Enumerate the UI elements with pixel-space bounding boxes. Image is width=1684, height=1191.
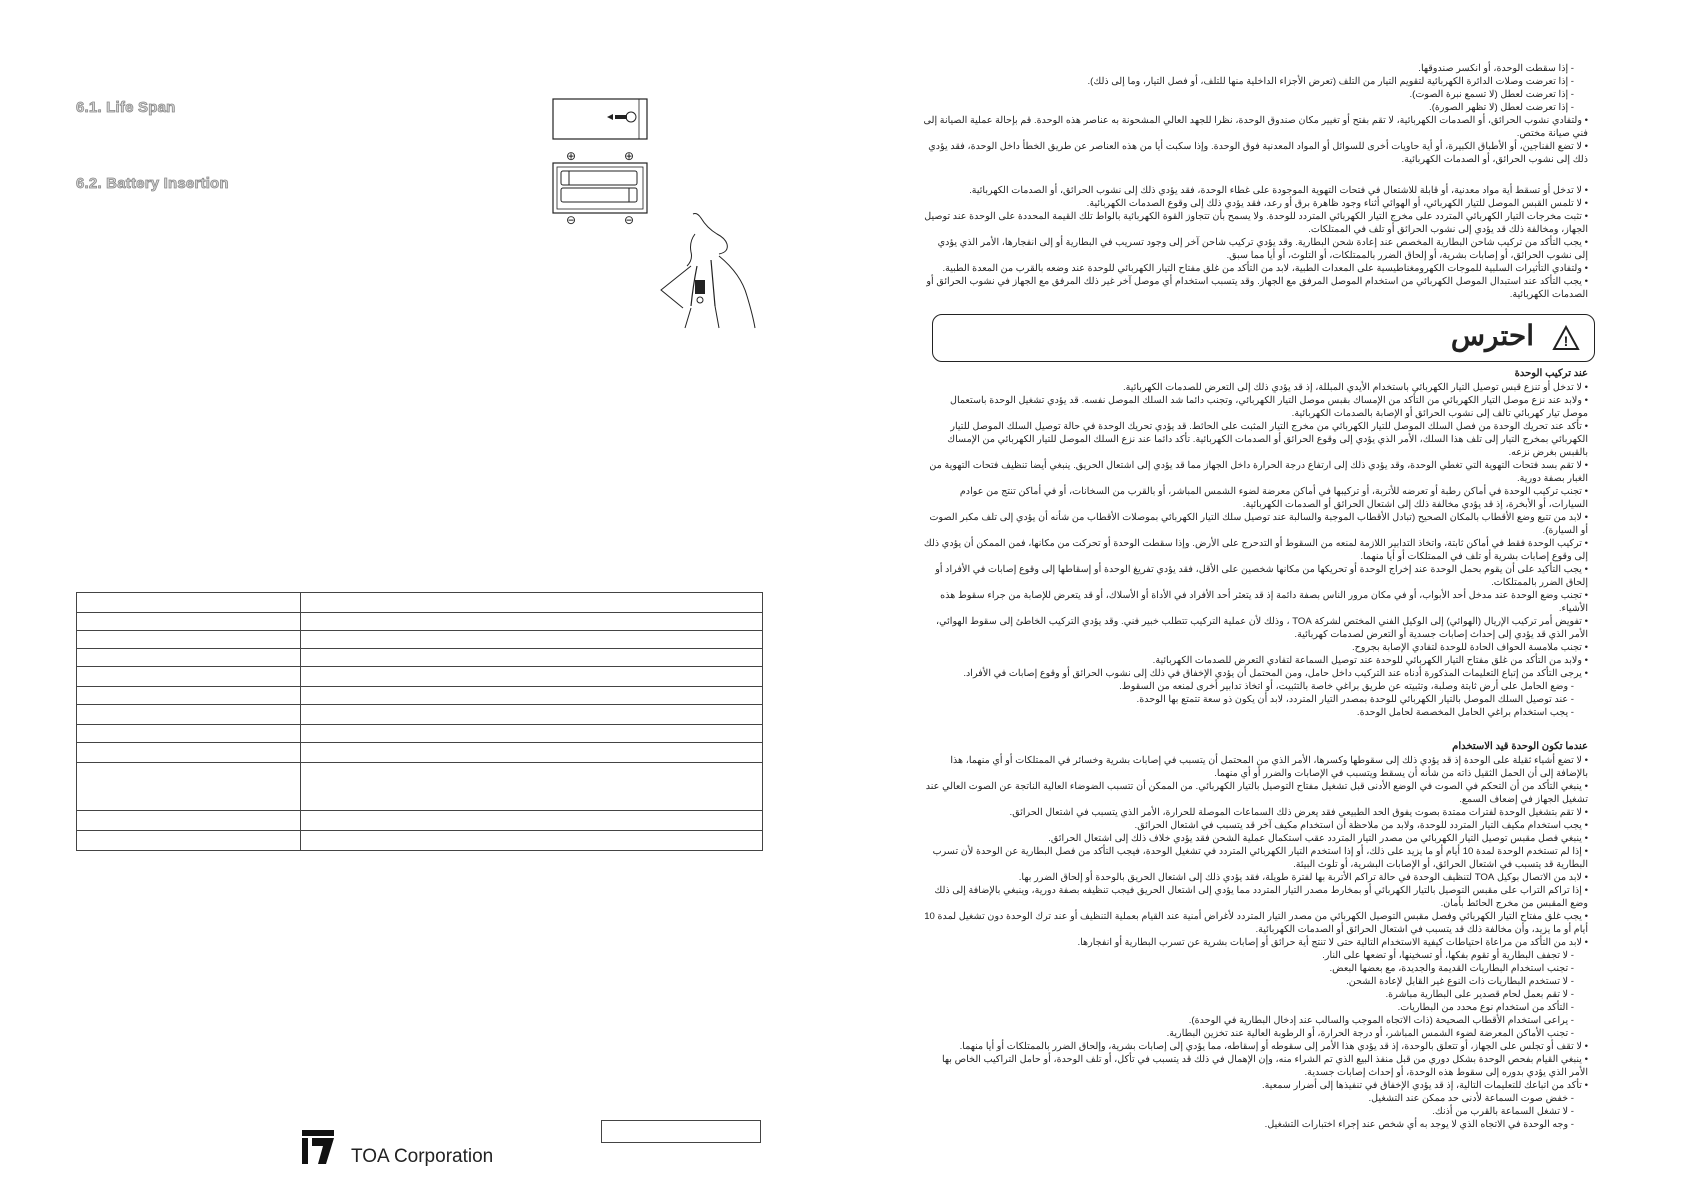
- list-item: - يجب استخدام براغي الحامل المخصصة لحامل الوحدة.: [1356, 707, 1574, 718]
- list-item: • يجب التأكيد على أن يقوم بحمل الوحدة عند إخراج الوحدة أو تحريكها من مكانها شخصين على الأقل، فقد يؤدي تفريغ الوحدة أو إسقاطها إلى وقوع إصابات في الأفراد أو إلحاق الضرر بالممتلكات.: [935, 564, 1588, 588]
- table-row: [77, 667, 763, 687]
- list-item: • تأكد عند تحريك الوحدة من فصل السلك الموصل للتيار الكهربائي من مخرج التيار المثبت على الحائط. قد يؤدي تحريك الوحدة في حالة توصيل السلك الموصل للتيار الكهربائي بمخرج التيار إلى تلف هذا السلك، الأمر الذي يؤدي إلى وقوع الحرائق أو الصدمات الكهربائية. تأكد دائما عند نزع السلك الموصل للتيار الكهربائي من الإمساك بالقبس بغرض نزعه.: [947, 421, 1588, 458]
- svg-text:⊖: ⊖: [624, 213, 635, 225]
- list-item: - إذا تعرضت لعطل (لا تسمع نبرة الصوت).: [1409, 89, 1574, 100]
- list-item: • تجنب تركيب الوحدة في أماكن رطبة أو تعرضه للأتربة، أو تركيبها في أماكن معرضة لضوء الشمس المباشر، أو بالقرب من السخانات، أو في أماكن تنتج من عوادم السيارات، أو الأبخرة، إذ قد يؤدي مخالفة ذلك إلى اشتعال الحرائق أو الصدمات الكهربائية.: [959, 486, 1588, 510]
- life-span-heading: 6.1. Life Span: [76, 99, 176, 116]
- list-item: • لا تقم بتشغيل الوحدة لفترات ممتدة بصوت يفوق الحد الطبيعي فقد يعرض ذلك السماعات الموصلة للحرارة، الأمر الذي يتسبب في اشتعال الحرائق.: [1009, 807, 1588, 818]
- use-section-title: عندما تكون الوحدة قيد الاستخدام: [1452, 741, 1588, 752]
- list-item: - التأكد من استخدام نوع محدد من البطاريات.: [1397, 1002, 1574, 1013]
- warning-triangle-icon: [1552, 325, 1580, 351]
- spec-value-cell: [301, 831, 763, 851]
- list-item: • ينبغي التأكد من أن التحكم في الصوت في الوضع الأدنى قبل تشغيل مفتاح التوصيل بالتيار الكهربائي. من الممكن أن تتسبب الضوضاء العالية الناتجة عن الصوت العالي عند تشغيل الجهاز في إضعاف السمع.: [925, 781, 1588, 805]
- list-item: - لا تجفف البطارية أو تقوم بفكها، أو تسخينها، أو تضعها على النار.: [1322, 950, 1574, 961]
- list-item: - تجنب استخدام البطاريات القديمة والجديدة، مع بعضها البعض.: [1329, 963, 1574, 974]
- spec-key-cell: [77, 593, 301, 613]
- top-list: [923, 62, 1588, 166]
- list-item: • لابد من تتبع وضع الأقطاب بالمكان الصحيح (تبادل الأقطاب الموجبة والسالبة عند توصيل سلك التيار الكهربائي بموصلات الأقطاب من شأنه أن يؤدي إلى تلف مكبر الصوت أو السيارة).: [929, 512, 1588, 536]
- caution-banner: [932, 314, 1595, 362]
- table-row: [77, 705, 763, 725]
- spec-key-cell: [77, 743, 301, 763]
- spec-key-cell: [77, 687, 301, 705]
- list-item: - وضع الحامل على أرض ثابتة وصلبة، وتثبيته عن طريق براغي خاصة بالتثبيت، أو اتخاذ تدابير أخرى لمنعه من السقوط.: [1119, 681, 1574, 692]
- list-item: • تجنب وضع الوحدة عند مدخل أحد الأبواب، أو في مكان مرور الناس بصفة دائمة إذ قد يتعثر أحد الأفراد في الأداة أو الأسلاك، أو قد يتعرض للإصابة من جراء سقوط هذه الأشياء.: [940, 590, 1588, 614]
- company-name: TOA Corporation: [351, 1146, 494, 1167]
- list-item: - تجنب الأماكن المعرضة لضوء الشمس المباشر، أو درجة الحرارة، أو الرطوبة العالية عند تخزين البطارية.: [1166, 1028, 1574, 1039]
- list-item: - إذا تعرضت وصلات الدائرة الكهربائية لتقويم التيار من التلف (تعرض الأجزاء الداخلية منها للتلف، أو فصل التيار، وما إلى ذلك).: [1087, 76, 1574, 87]
- list-item: • لابد من التأكد من مراعاة احتياطات كيفية الاستخدام التالية حتى لا تنتج أية حرائق أو إصابات بشرية عن تسرب البطارية أو انفجارها.: [1077, 937, 1588, 948]
- table-row: [77, 687, 763, 705]
- list-item: • لا تضع أشياء ثقيلة على الوحدة إذ قد يؤدي ذلك إلى سقوطها وكسرها، الأمر الذي من المحتمل أن يتسبب في إصابات بشرية وخسائر في الممتلكات أو أي منهما، هذا بالإضافة إلى أن الحمل الثقيل ذاته من شأنه أن يسقط ويتسبب في الإصابات والضرر أو أي منهما.: [950, 755, 1588, 779]
- table-row: [77, 593, 763, 613]
- spec-value-cell: [301, 811, 763, 831]
- spec-key-cell: [77, 667, 301, 687]
- spec-value-cell: [301, 743, 763, 763]
- list-item: - إذا تعرضت لعطل (لا تظهر الصورة).: [1429, 102, 1574, 113]
- table-row: [77, 763, 763, 811]
- list-item: • تفويض أمر تركيب الإريال (الهوائي) إلى الوكيل الفني المختص لشركة TOA ، وذلك لأن عملية التركيب تتطلب خبير فني. وقد يؤدي التركيب الخاطئ إلى سقوط الهوائي، الأمر الذي قد يؤدي إلى إحداث إصابات جسدية أو التعرض لصدمات كهربائية.: [936, 616, 1588, 640]
- list-item: • لا تقم بسد فتحات التهوية التي تغطي الوحدة، وقد يؤدي ذلك إلى ارتفاع درجة الحرارة داخل الجهاز مما قد يؤدي إلى اشتعال الحريق. ينبغي أيضا تنظيف فتحات التهوية من الغبار بصفة دورية.: [929, 460, 1588, 484]
- table-row: [77, 811, 763, 831]
- specifications-table: [76, 592, 763, 851]
- list-item: • إذا لم تستخدم الوحدة لمدة 10 أيام أو ما يزيد على ذلك، أو إذا استخدم التيار الكهربائي المتردد في تشغيل الوحدة، فيجب التأكد من فصل البطارية عن الوحدة لأن تسرب البطارية قد يتسبب في اشتعال الحرائق، أو الإصابات البشرية، أو تلوث البيئة.: [932, 846, 1588, 870]
- list-item: - لا تشغل السماعة بالقرب من أذنك.: [1432, 1106, 1574, 1117]
- table-row: [77, 725, 763, 743]
- use-paragraphs: [923, 754, 1588, 1131]
- list-item: • تركيب الوحدة فقط في أماكن ثابتة، واتخاذ التدابير اللازمة لمنعه من السقوط أو التدحرج على الأرض. وإذا سقطت الوحدة أو تحركت من مكانها، فمن الممكن أن يؤدي ذلك إلى وقوع إصابات بشرية أو تلف في الممتلكات أو أيا منهما.: [923, 538, 1588, 562]
- install-section-title: عند تركيب الوحدة: [1514, 368, 1588, 379]
- list-item: - لا تستخدم البطاريات ذات النوع غير القابل لإعادة الشحن.: [1346, 976, 1574, 987]
- spec-value-cell: [301, 705, 763, 725]
- warning-paragraphs: [923, 184, 1588, 301]
- list-item: • يجب التأكد عند استبدال الموصل الكهربائي من استخدام الموصل المرفق مع الجهاز. وقد يتسبب استخدام أي موصل آخر غير ذلك المرفق مع الجهاز في نشوب الحرائق أو الصدمات الكهربائية.: [926, 276, 1588, 300]
- svg-text:!: !: [1563, 333, 1569, 349]
- spec-key-cell: [77, 705, 301, 725]
- list-item: • ولتفادي نشوب الحرائق، أو الصدمات الكهربائية، لا تقم بفتح أو تغيير مكان صندوق الوحدة، نظرا للجهد العالي المشحونة به عناصر هذه الوحدة. قم بإحالة عملية الصيانة إلى فني صيانة مختص.: [923, 115, 1588, 139]
- list-item: • ولتفادي التأثيرات السلبية للموجات الكهرومغناطيسية على المعدات الطبية، لابد من التأكد من غلق مفتاح التيار الكهربائي للوحدة عند وضعه بالقرب من المعدة الطبية.: [942, 263, 1588, 274]
- list-item: • تأكد من اتباعك للتعليمات التالية، إذ قد يؤدي الإخفاق في تنفيذها إلى أضرار سمعية.: [1261, 1080, 1588, 1091]
- list-item: • يجب غلق مفتاح التيار الكهربائي وفصل مقبس التوصيل الكهربائي من مصدر التيار المتردد لأغراض أمنية عند القيام بعملية التنظيف أو عند ترك الوحدة دون تشغيل لمدة 10 أيام أو ما يزيد، وأن مخالفة ذلك قد يتسبب في اشتعال الحرائق أو الصدمات الكهربائية.: [924, 911, 1588, 935]
- spec-value-cell: [301, 687, 763, 705]
- list-item: • يجب استخدام مكيف التيار المتردد للوحدة، ولابد من ملاحظة أن استخدام مكيف آخر قد يتسبب في اشتعال الحرائق.: [1134, 820, 1588, 831]
- table-row: [77, 831, 763, 851]
- spec-value-cell: [301, 631, 763, 649]
- list-item: • لا تقف أو تجلس على الجهاز، أو تتعلق بالوحدة، إذ قد يؤدي هذا الأمر إلى سقوطه أو إسقاطه، مما يؤدي إلى إصابات بشرية، وإلحاق الضرر بالممتلكات أو أيا منهما.: [959, 1041, 1588, 1052]
- table-row: [77, 649, 763, 667]
- list-item: • لا تدخل أو تنزع قبس توصيل التيار الكهربائي باستخدام الأيدي المبللة، إذ قد يؤدي ذلك إلى التعرض للصدمات الكهربائية.: [1123, 382, 1588, 393]
- list-item: • يرجى التأكد من إتباع التعليمات المذكورة أدناه عند التركيب داخل حامل، ومن المحتمل أن يؤدي الإخفاق في ذلك إلى نشوب الحرائق أو وقوع إصابات في الأفراد.: [963, 668, 1588, 679]
- model-number-box: [601, 1120, 761, 1143]
- spec-key-cell: [77, 831, 301, 851]
- spec-value-cell: [301, 649, 763, 667]
- caution-word: احترس: [1450, 320, 1534, 351]
- list-item: - وجه الوحدة في الاتجاه الذي لا يوجد به أي شخص عند إجراء اختبارات التشغيل.: [1264, 1119, 1574, 1130]
- spec-value-cell: [301, 725, 763, 743]
- spec-value-cell: [301, 593, 763, 613]
- list-item: • ولابد من التأكد من غلق مفتاح التيار الكهربائي للوحدة عند توصيل السماعة لتفادي التعرض للصدمات الكهربائية.: [1152, 655, 1588, 666]
- install-paragraphs: [923, 381, 1588, 719]
- spec-key-cell: [77, 649, 301, 667]
- list-item: • لا تدخل أو تسقط أية مواد معدنية، أو قابلة للاشتعال في فتحات التهوية الموجودة على غطاء الوحدة، فقد يؤدي ذلك إلى نشوب الحرائق، أو الصدمات الكهربائية.: [969, 185, 1588, 196]
- list-item: • ولابد عند نزع موصل التيار الكهربائي من التأكد من الإمساك بقبس موصل التيار الكهربائي، وتجنب دائما شد السلك الموصل نفسه. قد يؤدي تشغيل الوحدة باستعمال موصل تيار كهربائي تالف إلى نشوب الحرائق أو الإصابة بالصدمات الكهربائية.: [949, 395, 1588, 419]
- spec-key-cell: [77, 811, 301, 831]
- battery-cover-illustration: [551, 97, 651, 143]
- list-item: • تجنب ملامسة الحواف الحادة للوحدة لتفادي الإصابة بجروح.: [1351, 642, 1588, 653]
- list-item: • لا تضع الفناجين، أو الأطباق الكبيرة، أو أية حاويات أخرى للسوائل أو المواد المعدنية فوق الوحدة. وإذا سكبت أيا من هذه العناصر عن طريق الخطأ داخل الوحدة، فقد يؤدي ذلك إلى نشوب الحرائق، أو الصدمات الكهربائية.: [928, 141, 1588, 165]
- list-item: - خفض صوت السماعة لأدنى حد ممكن عند التشغيل.: [1368, 1093, 1574, 1104]
- list-item: • لا تلمس القبس الموصل للتيار الكهربائي، أو الهوائي أثناء وجود ظاهرة برق أو رعد، فقد يؤدي ذلك إلى وقوع الصدمات الكهربائية.: [1086, 198, 1588, 209]
- svg-text:⊕: ⊕: [566, 151, 577, 163]
- svg-text:⊖: ⊖: [566, 213, 577, 225]
- list-item: • ينبغي القيام بفحص الوحدة بشكل دوري من قبل منفذ البيع الذي تم الشراء منه، وإن الإهمال في ذلك قد يتسبب في تأكل، أو تلف الوحدة، أو حامل التراكيب الخاص بها الأمر الذي يؤدي بدوره إلى سقوط هذه الوحدة، أو إحداث إصابات جسدية.: [941, 1054, 1588, 1078]
- table-row: [77, 631, 763, 649]
- spec-value-cell: [301, 667, 763, 687]
- spec-value-cell: [301, 613, 763, 631]
- toa-logo-icon: [302, 1130, 334, 1164]
- spec-value-cell: [301, 763, 763, 811]
- spec-key-cell: [77, 763, 301, 811]
- neck-strap-illustration: [655, 210, 770, 330]
- list-item: - إذا سقطت الوحدة، أو انكسر صندوقها.: [1418, 63, 1574, 74]
- svg-text:⊕: ⊕: [624, 151, 635, 163]
- list-item: - يراعى استخدام الأقطاب الصحيحة (ذات الاتجاه الموجب والسالب عند إدخال البطارية في الوحدة).: [1188, 1015, 1574, 1026]
- spec-key-cell: [77, 631, 301, 649]
- spec-key-cell: [77, 725, 301, 743]
- list-item: • يجب التأكد من تركيب شاحن البطارية المخصص عند إعادة شحن البطارية. وقد يؤدي تركيب شاحن آخر إلى وجود تسريب في البطارية أو إلى انفجارها، الأمر الذي يؤدي إلى نشوب الحرائق، أو إصابات بشرية، أو إلحاق الضرر بالممتلكات، أو التلوث، أو أيا مما سبق.: [937, 237, 1588, 261]
- list-item: • إذا تراكم التراب على مقبس التوصيل بالتيار الكهربائي أو بمخارط مصدر التيار المتردد مما يؤدي إلى اشتعال الحريق فيجب تنظيفه بصفة دورية، وينبغي بالإضافة إلى ذلك وضع المقبس من مخرج الحائط بأمان.: [934, 885, 1588, 909]
- spec-key-cell: [77, 613, 301, 631]
- list-item: - عند توصيل السلك الموصل بالتيار الكهربائي للوحدة بمصدر التيار المتردد، لابد أن يكون ذو سعة تتمتع بها الوحدة.: [1136, 694, 1574, 705]
- table-row: [77, 743, 763, 763]
- list-item: • تثبت مخرجات التيار الكهربائي المتردد على مخرج التيار الكهربائي المتردد للوحدة. ولا يسمح بأن تتجاوز القوة الكهربائية بالواط تلك القيمة المحددة على الوحدة عند توصيل الجهاز، ومخالفة ذلك قد يؤدي إلى نشوب الحرائق أو تلف في الممتلكات.: [924, 211, 1588, 235]
- list-item: - لا تقم بعمل لحام قصدير على البطارية مباشرة.: [1385, 989, 1574, 1000]
- list-item: • ينبغي فصل مقبس توصيل التيار الكهربائي من مصدر التيار المتردد عقب استكمال عملية الشحن فقد يؤدي خلاف ذلك إلى اشتعال الحرائق.: [1048, 833, 1588, 844]
- battery-compartment-illustration: [551, 151, 651, 225]
- battery-insertion-heading: 6.2. Battery Insertion: [76, 175, 229, 192]
- list-item: • لابد من الاتصال بوكيل TOA لتنظيف الوحدة في حالة تراكم الأتربة بها لفترة طويلة، فقد يؤدي ذلك إلى اشتعال الحريق بالوحدة أو إلحاق الضرر بها.: [1018, 872, 1588, 883]
- table-row: [77, 613, 763, 631]
